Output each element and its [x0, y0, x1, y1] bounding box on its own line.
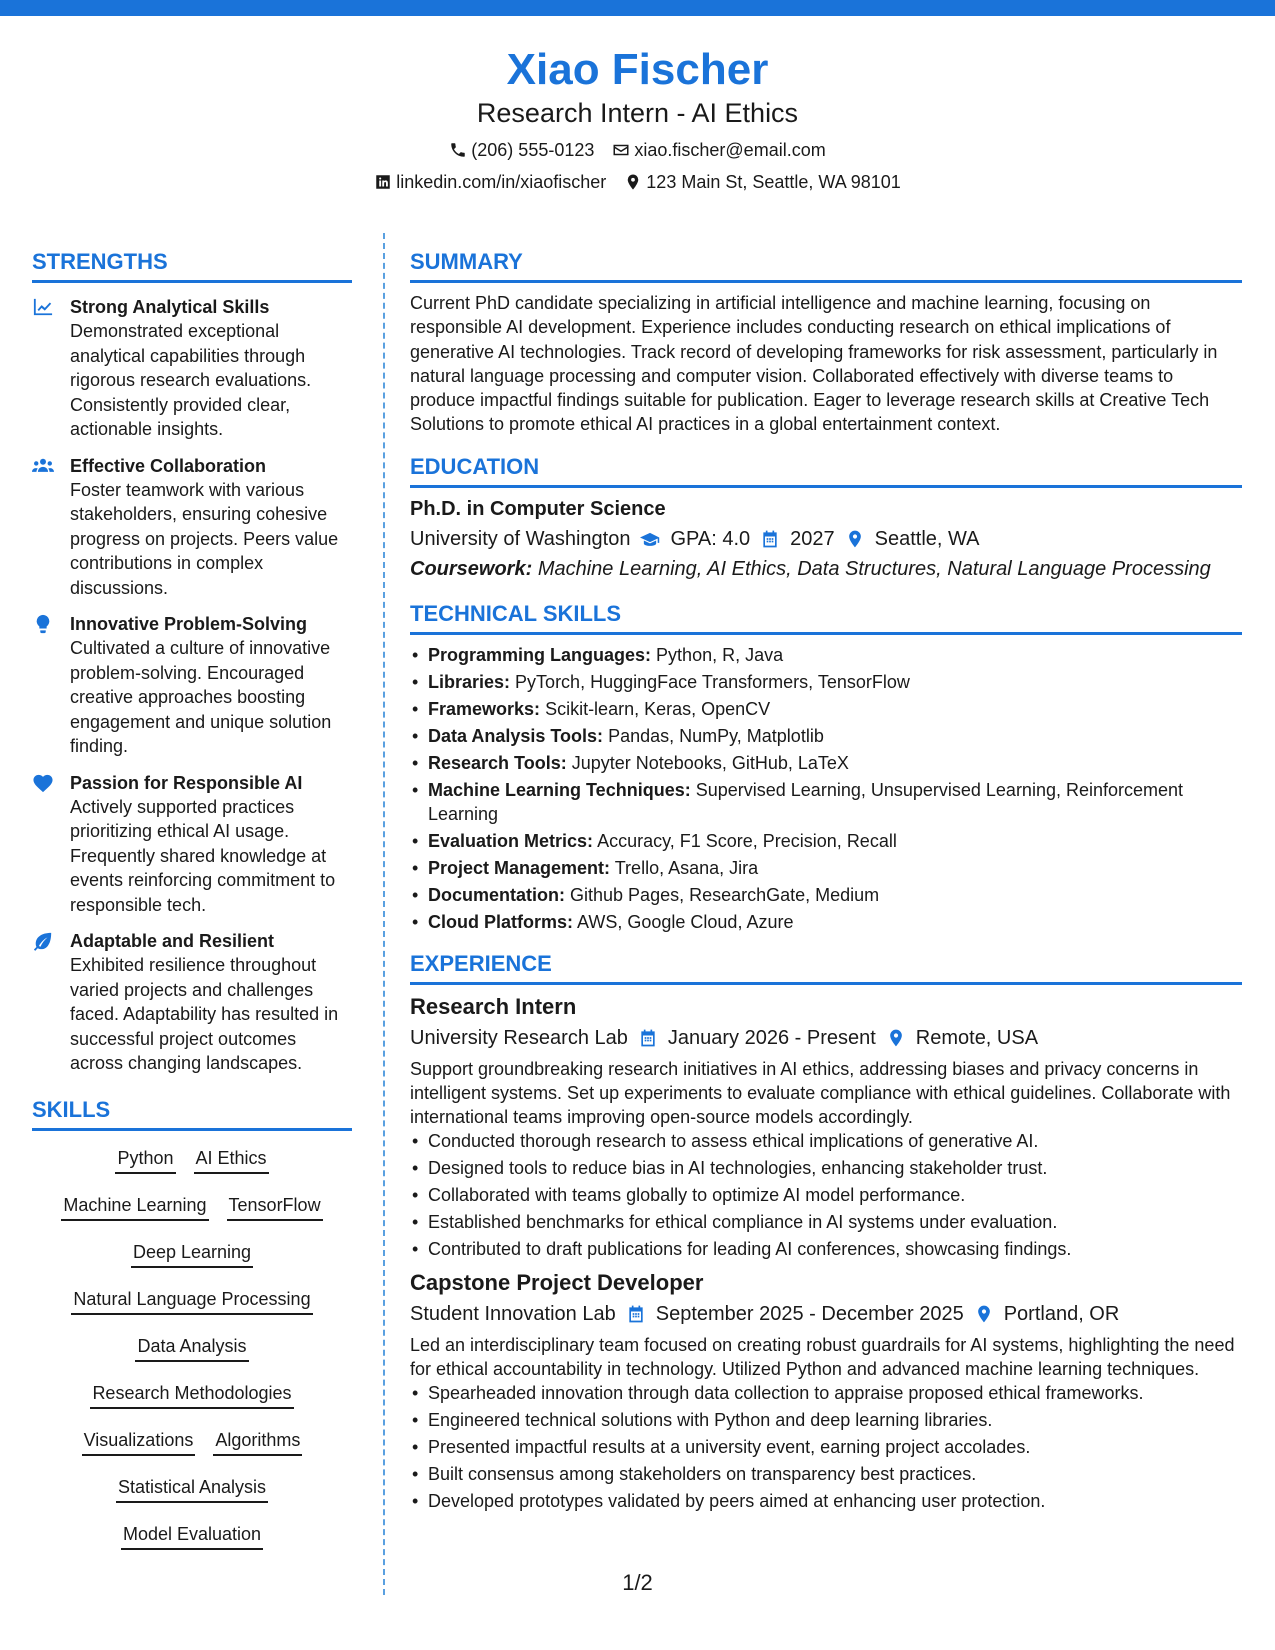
- skill-label: Frameworks:: [428, 698, 541, 719]
- list-item: [410, 910, 1242, 934]
- strength-title: Effective Collaboration: [70, 455, 267, 476]
- map-pin-icon: [886, 1028, 906, 1048]
- graduation-year: 2027: [790, 527, 835, 550]
- map-pin-icon: [624, 173, 642, 191]
- list-item: • Developed prototypes validated by peers aimed at enhancing user protection.: [410, 1489, 1242, 1513]
- heart-icon: [32, 773, 54, 793]
- coursework-label: Coursework:: [410, 557, 533, 580]
- strengths-heading: STRENGTHS: [32, 248, 352, 283]
- graduation-cap-icon: [640, 529, 660, 549]
- experience-heading: EXPERIENCE: [410, 950, 1242, 985]
- job-entry: [410, 993, 1242, 1261]
- list-item: • Collaborated with teams globally to optimize AI model performance.: [410, 1183, 1242, 1207]
- skill-tag: Statistical Analysis: [116, 1476, 268, 1503]
- skill-label: Programming Languages:: [428, 644, 652, 665]
- skill-tag: Data Analysis: [135, 1335, 248, 1362]
- skill-value: Pandas, NumPy, Matplotlib: [608, 725, 824, 746]
- list-item: [410, 856, 1242, 880]
- skill-tag-list: [32, 1147, 352, 1550]
- strength-item: [32, 771, 352, 918]
- page-number: 1/2: [622, 1570, 653, 1595]
- list-item: [410, 643, 1242, 667]
- skill-label: Research Tools:: [428, 752, 567, 773]
- job-org: Student Innovation Lab: [410, 1302, 616, 1325]
- strength-item: [32, 929, 352, 1076]
- strength-item: [32, 295, 352, 442]
- job-description: Support groundbreaking research initiatives in AI ethics, addressing biases and privacy concerns in intelligent systems. Set up experiments to evaluate compliance with ethical guidelines. Collaborate with international teams improving open-source models accordingly.: [410, 1058, 1231, 1127]
- gpa-text: GPA: 4.0: [670, 527, 751, 550]
- strength-title: Strong Analytical Skills: [70, 297, 270, 317]
- education-section: [410, 453, 1242, 584]
- job-description: Led an interdisciplinary team focused on creating robust guardrails for AI systems, highlighting the need for ethical accountability in technology. Utilized Python and advanced machine learning techniques.: [410, 1334, 1235, 1379]
- skill-label: Documentation:: [428, 884, 565, 905]
- strength-desc: Demonstrated exceptional analytical capabilities through rigorous research evaluations. Consistently provided clear, actionable insights.: [70, 321, 312, 439]
- list-item: [410, 778, 1242, 826]
- skill-tag: Deep Learning: [131, 1241, 253, 1268]
- job-meta: [410, 1023, 1242, 1053]
- list-item: • Presented impactful results at a university event, earning project accolades.: [410, 1435, 1242, 1459]
- skill-value: Github Pages, ResearchGate, Medium: [570, 884, 880, 905]
- lightbulb-icon: [32, 614, 54, 634]
- phone-icon: [449, 141, 467, 159]
- skill-value: Trello, Asana, Jira: [614, 857, 759, 878]
- list-item: [410, 670, 1242, 694]
- top-accent-bar: [0, 0, 1275, 16]
- skills-section: [32, 1096, 352, 1550]
- phone-text: (206) 555-0123: [471, 140, 595, 160]
- skill-tag: Algorithms: [213, 1429, 302, 1456]
- skill-label: Cloud Platforms:: [428, 911, 574, 932]
- list-item: [410, 829, 1242, 853]
- list-item: • Conducted thorough research to assess ethical implications of generative AI.: [410, 1129, 1242, 1153]
- strength-desc: Cultivated a culture of innovative problem-solving. Encouraged creative approaches boosting engagement and unique solution finding.: [70, 638, 332, 756]
- job-meta: [410, 1299, 1242, 1329]
- technical-skills-section: [410, 600, 1242, 934]
- right-column: [410, 248, 1242, 1516]
- education-heading: EDUCATION: [410, 453, 1242, 488]
- summary-heading: SUMMARY: [410, 248, 1242, 283]
- skill-tag: Model Evaluation: [121, 1523, 263, 1550]
- skill-tag: Machine Learning: [61, 1194, 208, 1221]
- coursework-text: Machine Learning, AI Ethics, Data Structures, Natural Language Processing: [537, 557, 1211, 580]
- email-text: xiao.fischer@email.com: [634, 140, 826, 160]
- job-dates: September 2025 - December 2025: [655, 1302, 964, 1325]
- job-title: Capstone Project Developer: [410, 1269, 704, 1295]
- skill-tag: Research Methodologies: [90, 1382, 293, 1409]
- job-entry: [410, 1269, 1242, 1513]
- skill-tag: Python: [115, 1147, 175, 1174]
- job-bullets: [410, 1381, 1242, 1513]
- linkedin-text: linkedin.com/in/xiaofischer: [396, 172, 607, 192]
- job-location: Remote, USA: [915, 1026, 1039, 1049]
- skill-value: Python, R, Java: [656, 644, 784, 665]
- list-item: [410, 751, 1242, 775]
- list-item: [410, 697, 1242, 721]
- technical-skills-heading: TECHNICAL SKILLS: [410, 600, 1242, 635]
- map-pin-icon: [845, 529, 865, 549]
- skill-label: Machine Learning Techniques:: [428, 779, 691, 800]
- strength-desc: Actively supported practices prioritizing ethical AI usage. Frequently shared knowledge at events reinforcing commitment to responsible tech.: [70, 796, 336, 915]
- map-pin-icon: [974, 1304, 994, 1324]
- technical-skills-list: [410, 643, 1242, 934]
- leaf-icon: [32, 931, 54, 951]
- candidate-role: Research Intern - AI Ethics: [476, 98, 799, 128]
- skill-value: Jupyter Notebooks, GitHub, LaTeX: [571, 752, 849, 773]
- job-title: Research Intern: [410, 993, 577, 1019]
- skill-tag: AI Ethics: [194, 1147, 269, 1174]
- strength-item: [32, 454, 352, 601]
- users-icon: [32, 456, 54, 476]
- skill-value: Scikit-learn, Keras, OpenCV: [545, 698, 771, 719]
- column-divider: [383, 233, 385, 1595]
- experience-section: [410, 950, 1242, 1513]
- chart-line-icon: [32, 297, 54, 317]
- email-contact[interactable]: [612, 138, 825, 162]
- skill-label: Data Analysis Tools:: [428, 725, 604, 746]
- strength-title: Innovative Problem-Solving: [70, 614, 308, 634]
- strength-title: Passion for Responsible AI: [70, 772, 303, 793]
- strength-desc: Foster teamwork with various stakeholders, ensuring cohesive progress on projects. Peers value contributions in complex discussions.: [70, 479, 339, 598]
- calendar-icon: [638, 1028, 658, 1048]
- skills-heading: SKILLS: [32, 1096, 352, 1131]
- skill-label: Libraries:: [428, 671, 511, 692]
- calendar-icon: [626, 1304, 646, 1324]
- skill-value: Accuracy, F1 Score, Precision, Recall: [597, 830, 897, 851]
- strength-item: [32, 612, 352, 759]
- school-name: University of Washington: [410, 527, 631, 550]
- phone-contact[interactable]: [449, 138, 594, 162]
- strength-desc: Exhibited resilience throughout varied projects and challenges faced. Adaptability has resulted in successful project outcomes across changing landscapes.: [70, 955, 339, 1073]
- envelope-icon: [612, 141, 630, 159]
- skill-label: Project Management:: [428, 857, 611, 878]
- degree-title: Ph.D. in Computer Science: [410, 497, 666, 520]
- education-location: Seattle, WA: [874, 527, 980, 550]
- list-item: [410, 724, 1242, 748]
- address-text: 123 Main St, Seattle, WA 98101: [646, 172, 901, 192]
- skill-tag: Visualizations: [82, 1429, 196, 1456]
- calendar-icon: [760, 529, 780, 549]
- list-item: [410, 883, 1242, 907]
- list-item: • Engineered technical solutions with Python and deep learning libraries.: [410, 1408, 1242, 1432]
- strength-title: Adaptable and Resilient: [70, 931, 275, 951]
- list-item: • Established benchmarks for ethical compliance in AI systems under evaluation.: [410, 1210, 1242, 1234]
- linkedin-contact[interactable]: [374, 170, 606, 194]
- contact-row-2: [0, 170, 1275, 194]
- list-item: • Spearheaded innovation through data collection to appraise proposed ethical frameworks.: [410, 1381, 1242, 1405]
- list-item: • Contributed to draft publications for leading AI conferences, showcasing findings.: [410, 1237, 1242, 1261]
- skill-value: AWS, Google Cloud, Azure: [577, 911, 794, 932]
- list-item: • Built consensus among stakeholders on transparency best practices.: [410, 1462, 1242, 1486]
- job-dates: January 2026 - Present: [667, 1026, 876, 1049]
- list-item: • Designed tools to reduce bias in AI technologies, enhancing stakeholder trust.: [410, 1156, 1242, 1180]
- resume-header: [0, 44, 1275, 194]
- job-location: Portland, OR: [1003, 1302, 1120, 1325]
- skill-value: Supervised Learning, Unsupervised Learning, Reinforcement Learning: [428, 779, 1184, 824]
- job-org: University Research Lab: [410, 1026, 628, 1049]
- skill-label: Evaluation Metrics:: [428, 830, 594, 851]
- linkedin-icon: [374, 173, 392, 191]
- education-meta: [410, 524, 1242, 554]
- address-contact: [624, 170, 901, 194]
- job-bullets: [410, 1129, 1242, 1261]
- skill-tag: Natural Language Processing: [71, 1288, 312, 1315]
- summary-text: Current PhD candidate specializing in artificial intelligence and machine learning, focusing on responsible AI development. Experience includes conducting research on ethical implications of generative AI technologies. Track record of developing frameworks for risk assessment, particularly in natural language processing and computer vision. Collaborated effectively with diverse teams to produce impactful findings suitable for publication. Eager to leverage research skills at Creative Tech Solutions to promote ethical AI practices in a global entertainment context.: [410, 293, 1218, 435]
- left-column: [32, 248, 352, 1550]
- coursework-line: [410, 554, 1242, 584]
- contact-row-1: [0, 138, 1275, 162]
- skill-tag: TensorFlow: [227, 1194, 323, 1221]
- candidate-name: Xiao Fischer: [506, 45, 769, 94]
- skill-value: PyTorch, HuggingFace Transformers, TensorFlow: [515, 671, 910, 692]
